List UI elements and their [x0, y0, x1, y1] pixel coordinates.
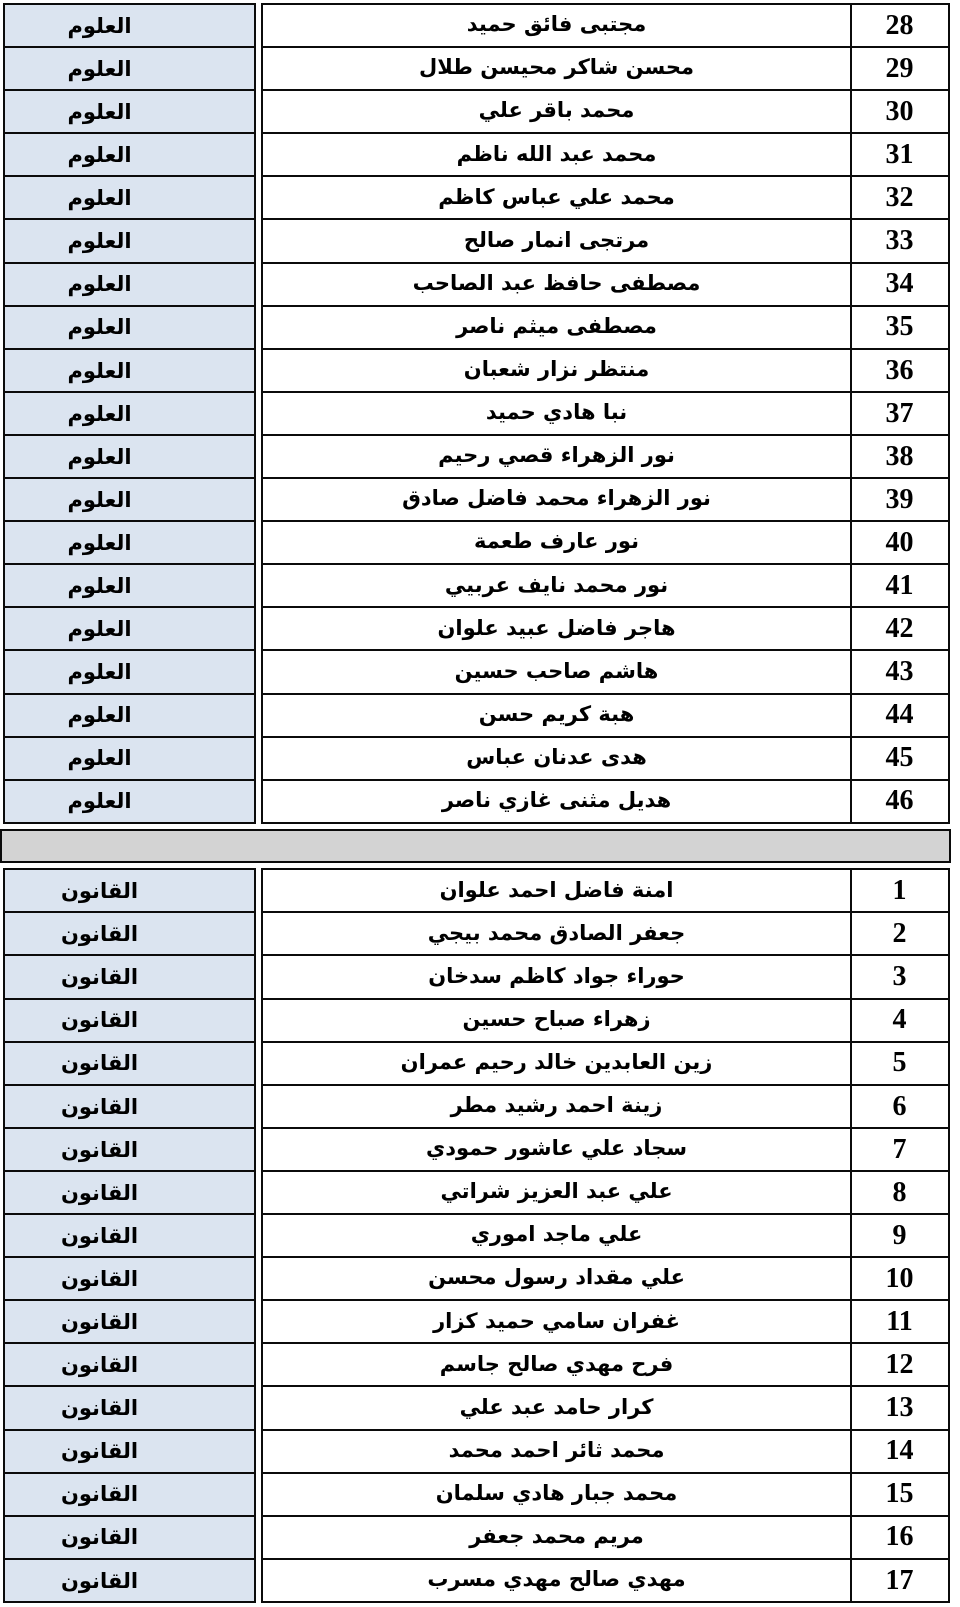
- department-cell: القانون: [3, 1041, 256, 1087]
- department-cell: العلوم: [3, 606, 256, 652]
- row-number-cell: 16: [850, 1515, 950, 1561]
- table-row: [3, 1256, 955, 1302]
- table-row: [3, 1213, 955, 1259]
- table-row: [3, 1385, 955, 1431]
- student-name-cell: امنة فاضل احمد علوان: [261, 868, 852, 914]
- department-cell: القانون: [3, 1127, 256, 1173]
- row-number-cell: 34: [850, 262, 950, 308]
- student-name-cell: كرار حامد عبد علي: [261, 1385, 852, 1431]
- table-row: [3, 1170, 955, 1216]
- table-row: [3, 779, 955, 825]
- department-cell: القانون: [3, 1429, 256, 1475]
- row-number-cell: 32: [850, 175, 950, 221]
- row-number-cell: 4: [850, 998, 950, 1044]
- department-cell: العلوم: [3, 46, 256, 92]
- row-number-cell: 45: [850, 736, 950, 782]
- department-cell: العلوم: [3, 693, 256, 739]
- student-name-cell: علي ماجد اموري: [261, 1213, 852, 1259]
- student-name-cell: نبا هادي حميد: [261, 391, 852, 437]
- row-number-cell: 15: [850, 1472, 950, 1518]
- student-name-cell: محمد علي عباس كاظم: [261, 175, 852, 221]
- student-name-cell: محمد عبد الله ناظم: [261, 132, 852, 178]
- row-number-cell: 40: [850, 520, 950, 566]
- student-name-cell: مصطفى حافظ عبد الصاحب: [261, 262, 852, 308]
- table-row: [3, 1558, 955, 1604]
- row-number-cell: 13: [850, 1385, 950, 1431]
- student-name-cell: جعفر الصادق محمد بيجي: [261, 911, 852, 957]
- table-row: [3, 954, 955, 1000]
- student-name-cell: علي مقداد رسول محسن: [261, 1256, 852, 1302]
- row-number-cell: 42: [850, 606, 950, 652]
- department-cell: العلوم: [3, 3, 256, 49]
- row-number-cell: 12: [850, 1342, 950, 1388]
- student-name-cell: محمد جبار هادي سلمان: [261, 1472, 852, 1518]
- table-row: [3, 1342, 955, 1388]
- row-number-cell: 2: [850, 911, 950, 957]
- table-row: [3, 868, 955, 914]
- row-number-cell: 10: [850, 1256, 950, 1302]
- row-number-cell: 29: [850, 46, 950, 92]
- row-number-cell: 28: [850, 3, 950, 49]
- department-cell: القانون: [3, 1385, 256, 1431]
- department-cell: القانون: [3, 1084, 256, 1130]
- department-cell: العلوم: [3, 563, 256, 609]
- row-number-cell: 30: [850, 89, 950, 135]
- row-number-cell: 7: [850, 1127, 950, 1173]
- student-name-cell: زينة احمد رشيد مطر: [261, 1084, 852, 1130]
- row-number-cell: 3: [850, 954, 950, 1000]
- student-name-cell: هديل مثنى غازي ناصر: [261, 779, 852, 825]
- row-number-cell: 41: [850, 563, 950, 609]
- section-separator: [0, 829, 951, 863]
- table-row: [3, 477, 955, 523]
- row-number-cell: 14: [850, 1429, 950, 1475]
- row-number-cell: 33: [850, 218, 950, 264]
- table-row: [3, 998, 955, 1044]
- table-row: [3, 3, 955, 49]
- student-name-cell: نور عارف طعمة: [261, 520, 852, 566]
- table-row: [3, 305, 955, 351]
- department-cell: العلوم: [3, 262, 256, 308]
- row-number-cell: 43: [850, 649, 950, 695]
- department-cell: العلوم: [3, 779, 256, 825]
- row-number-cell: 1: [850, 868, 950, 914]
- table-row: [3, 736, 955, 782]
- table-row: [3, 348, 955, 394]
- table-row: [3, 649, 955, 695]
- student-name-cell: مهدي صالح مهدي مسرب: [261, 1558, 852, 1604]
- table-row: [3, 391, 955, 437]
- student-name-cell: نور الزهراء قصي رحيم: [261, 434, 852, 480]
- row-number-cell: 31: [850, 132, 950, 178]
- row-number-cell: 36: [850, 348, 950, 394]
- student-name-cell: محسن شاكر محيسن طلال: [261, 46, 852, 92]
- department-cell: العلوم: [3, 649, 256, 695]
- student-name-cell: نور الزهراء محمد فاضل صادق: [261, 477, 852, 523]
- department-cell: القانون: [3, 1170, 256, 1216]
- table-row: [3, 563, 955, 609]
- department-cell: العلوم: [3, 348, 256, 394]
- department-cell: العلوم: [3, 391, 256, 437]
- student-name-cell: غفران سامي حميد كزار: [261, 1299, 852, 1345]
- student-name-cell: مرتجى انمار صالح: [261, 218, 852, 264]
- student-name-cell: هدى عدنان عباس: [261, 736, 852, 782]
- department-cell: العلوم: [3, 520, 256, 566]
- row-number-cell: 46: [850, 779, 950, 825]
- department-cell: العلوم: [3, 477, 256, 523]
- row-number-cell: 11: [850, 1299, 950, 1345]
- student-name-cell: سجاد علي عاشور حمودي: [261, 1127, 852, 1173]
- student-name-cell: زين العابدين خالد رحيم عمران: [261, 1041, 852, 1087]
- student-name-cell: هاشم صاحب حسين: [261, 649, 852, 695]
- table-row: [3, 1472, 955, 1518]
- student-name-cell: مجتبى فائق حميد: [261, 3, 852, 49]
- department-cell: القانون: [3, 868, 256, 914]
- row-number-cell: 6: [850, 1084, 950, 1130]
- department-cell: العلوم: [3, 434, 256, 480]
- student-name-cell: هبة كريم حسن: [261, 693, 852, 739]
- department-cell: القانون: [3, 1515, 256, 1561]
- row-number-cell: 39: [850, 477, 950, 523]
- department-cell: القانون: [3, 1558, 256, 1604]
- table-row: [3, 606, 955, 652]
- row-number-cell: 44: [850, 693, 950, 739]
- table-row: [3, 262, 955, 308]
- department-cell: العلوم: [3, 175, 256, 221]
- row-number-cell: 37: [850, 391, 950, 437]
- student-name-cell: نور محمد نايف عربيي: [261, 563, 852, 609]
- student-name-cell: مصطفى ميثم ناصر: [261, 305, 852, 351]
- row-number-cell: 35: [850, 305, 950, 351]
- department-cell: العلوم: [3, 736, 256, 782]
- table-row: [3, 175, 955, 221]
- table-row: [3, 132, 955, 178]
- table-row: [3, 46, 955, 92]
- department-cell: العلوم: [3, 89, 256, 135]
- row-number-cell: 38: [850, 434, 950, 480]
- student-name-cell: محمد باقر علي: [261, 89, 852, 135]
- science-department-section: [3, 3, 955, 824]
- department-cell: القانون: [3, 1472, 256, 1518]
- department-cell: القانون: [3, 911, 256, 957]
- department-cell: العلوم: [3, 305, 256, 351]
- table-row: [3, 218, 955, 264]
- row-number-cell: 9: [850, 1213, 950, 1259]
- table-row: [3, 1299, 955, 1345]
- law-department-section: [3, 868, 955, 1603]
- student-name-cell: مريم محمد جعفر: [261, 1515, 852, 1561]
- table-row: [3, 693, 955, 739]
- student-name-cell: زهراء صباح حسين: [261, 998, 852, 1044]
- table-row: [3, 1429, 955, 1475]
- department-cell: القانون: [3, 1299, 256, 1345]
- row-number-cell: 5: [850, 1041, 950, 1087]
- table-row: [3, 1515, 955, 1561]
- student-name-cell: فرح مهدي صالح جاسم: [261, 1342, 852, 1388]
- table-row: [3, 434, 955, 480]
- department-cell: القانون: [3, 1256, 256, 1302]
- department-cell: القانون: [3, 998, 256, 1044]
- table-row: [3, 1127, 955, 1173]
- row-number-cell: 17: [850, 1558, 950, 1604]
- student-name-cell: منتظر نزار شعبان: [261, 348, 852, 394]
- department-cell: العلوم: [3, 218, 256, 264]
- department-cell: القانون: [3, 1342, 256, 1388]
- table-row: [3, 1084, 955, 1130]
- table-row: [3, 911, 955, 957]
- department-cell: القانون: [3, 1213, 256, 1259]
- student-name-cell: حوراء جواد كاظم سدخان: [261, 954, 852, 1000]
- row-number-cell: 8: [850, 1170, 950, 1216]
- table-row: [3, 1041, 955, 1087]
- student-name-cell: علي عبد العزيز شراتي: [261, 1170, 852, 1216]
- department-cell: العلوم: [3, 132, 256, 178]
- department-cell: القانون: [3, 954, 256, 1000]
- student-name-cell: هاجر فاضل عبيد علوان: [261, 606, 852, 652]
- table-row: [3, 89, 955, 135]
- table-row: [3, 520, 955, 566]
- student-name-cell: محمد ثائر احمد محمد: [261, 1429, 852, 1475]
